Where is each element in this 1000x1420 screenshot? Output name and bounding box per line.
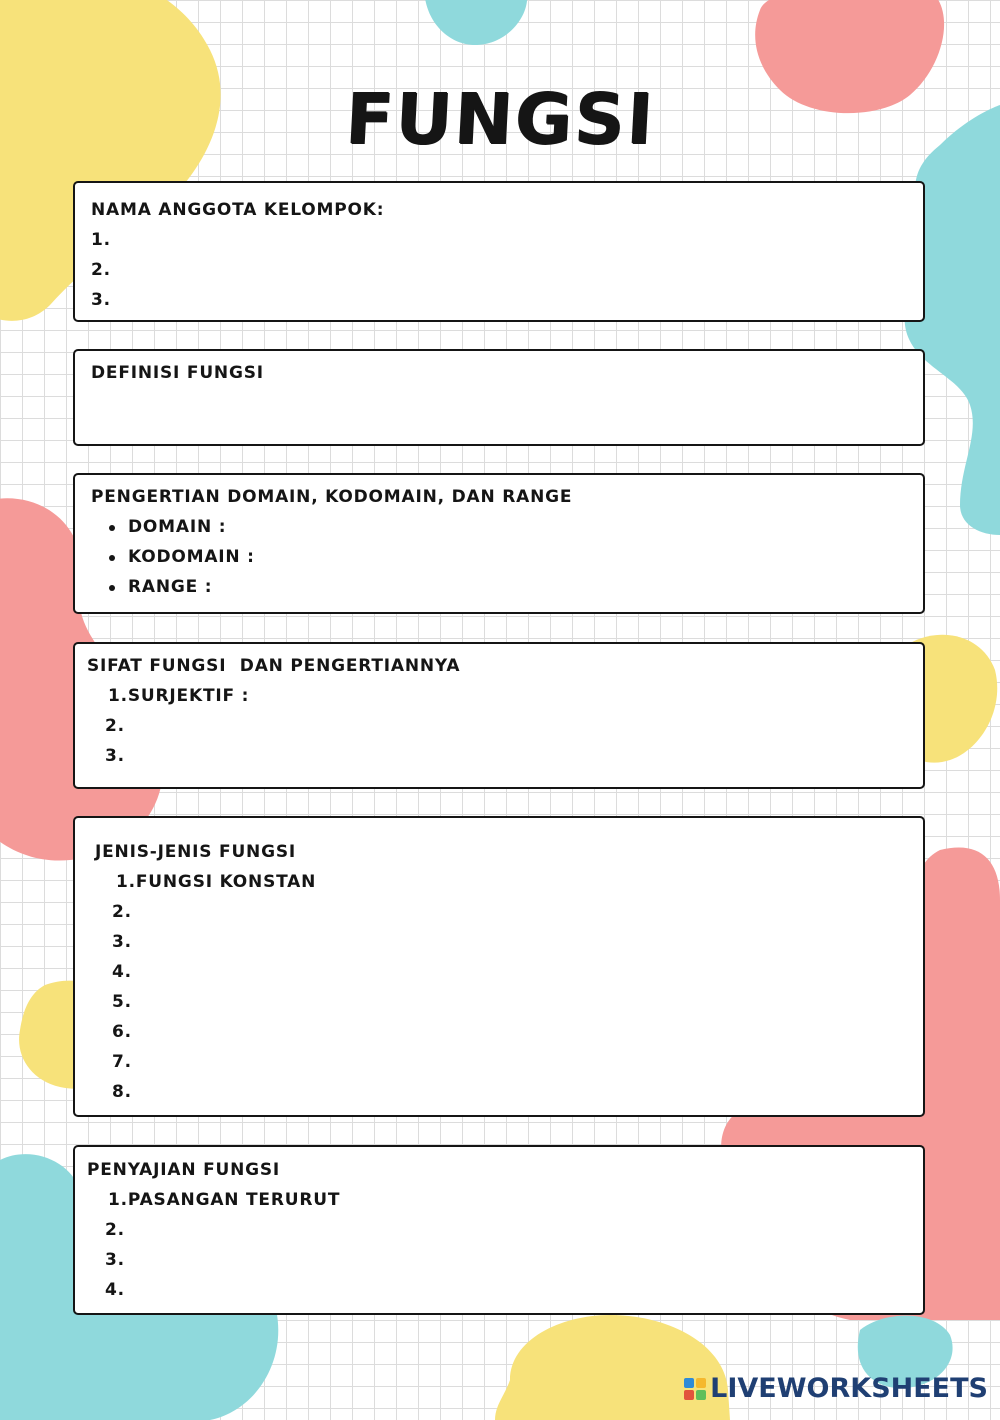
member-line-1[interactable]: 1.	[91, 230, 111, 250]
representation-heading: PENYAJIAN FUNGSI	[87, 1160, 281, 1180]
list-number: 5.	[112, 992, 132, 1012]
type-item-6[interactable]	[112, 1017, 132, 1047]
representation-item-2[interactable]	[105, 1215, 125, 1245]
liveworksheets-watermark[interactable]	[684, 1373, 988, 1404]
domain-item-range[interactable]: RANGE :	[128, 572, 212, 602]
domain-heading: PENGERTIAN DOMAIN, KODOMAIN, DAN RANGE	[91, 487, 573, 507]
representation-item-3[interactable]	[105, 1245, 125, 1275]
property-item-3[interactable]	[105, 741, 125, 771]
members-box	[73, 181, 925, 322]
liveworksheets-logo-icon	[684, 1378, 706, 1400]
list-number: 6.	[112, 1022, 132, 1042]
definition-answer-area[interactable]	[91, 391, 907, 436]
types-heading: JENIS-JENIS FUNGSI	[95, 842, 297, 862]
members-heading: NAMA ANGGOTA KELOMPOK:	[91, 200, 385, 220]
list-text: FUNGSI KONSTAN	[135, 872, 317, 892]
list-number: 3.	[105, 1250, 125, 1270]
definition-heading: DEFINISI FUNGSI	[91, 363, 264, 383]
representation-box	[73, 1145, 925, 1315]
representation-item-4[interactable]	[105, 1275, 125, 1305]
list-number: 3.	[112, 932, 132, 952]
watermark-text: LIVEWORKSHEETS	[710, 1373, 988, 1404]
types-box	[73, 816, 925, 1117]
list-number: 4.	[105, 1280, 125, 1300]
type-item-3[interactable]	[112, 927, 132, 957]
definition-box	[73, 349, 925, 446]
list-number: 8.	[112, 1082, 132, 1102]
list-text: SURJEKTIF :	[127, 686, 250, 706]
type-item-5[interactable]	[112, 987, 132, 1017]
properties-heading: SIFAT FUNGSI DAN PENGERTIANNYA	[87, 656, 461, 676]
domain-box	[73, 473, 925, 614]
member-line-3[interactable]: 3.	[91, 290, 111, 310]
domain-item-kodomain[interactable]: KODOMAIN :	[128, 542, 255, 572]
list-number: 1.	[108, 686, 128, 706]
type-item-4[interactable]	[112, 957, 132, 987]
list-number: 3.	[105, 746, 125, 766]
list-number: 2.	[105, 1220, 125, 1240]
type-item-7[interactable]	[112, 1047, 132, 1077]
property-item-1[interactable]	[108, 681, 249, 711]
type-item-8[interactable]	[112, 1077, 132, 1107]
list-number: 1.	[108, 1190, 128, 1210]
list-number: 2.	[105, 716, 125, 736]
decorative-teal-shape-top	[420, 0, 530, 50]
list-number: 4.	[112, 962, 132, 982]
member-line-2[interactable]: 2.	[91, 260, 111, 280]
list-number: 1.	[116, 872, 136, 892]
type-item-1[interactable]	[116, 867, 316, 897]
list-text: PASANGAN TERURUT	[127, 1190, 341, 1210]
list-number: 7.	[112, 1052, 132, 1072]
type-item-2[interactable]	[112, 897, 132, 927]
list-number: 2.	[112, 902, 132, 922]
properties-box	[73, 642, 925, 789]
property-item-2[interactable]	[105, 711, 125, 741]
page-title: FUNGSI	[343, 78, 657, 160]
domain-item-domain[interactable]: DOMAIN :	[128, 512, 226, 542]
representation-item-1[interactable]	[108, 1185, 340, 1215]
